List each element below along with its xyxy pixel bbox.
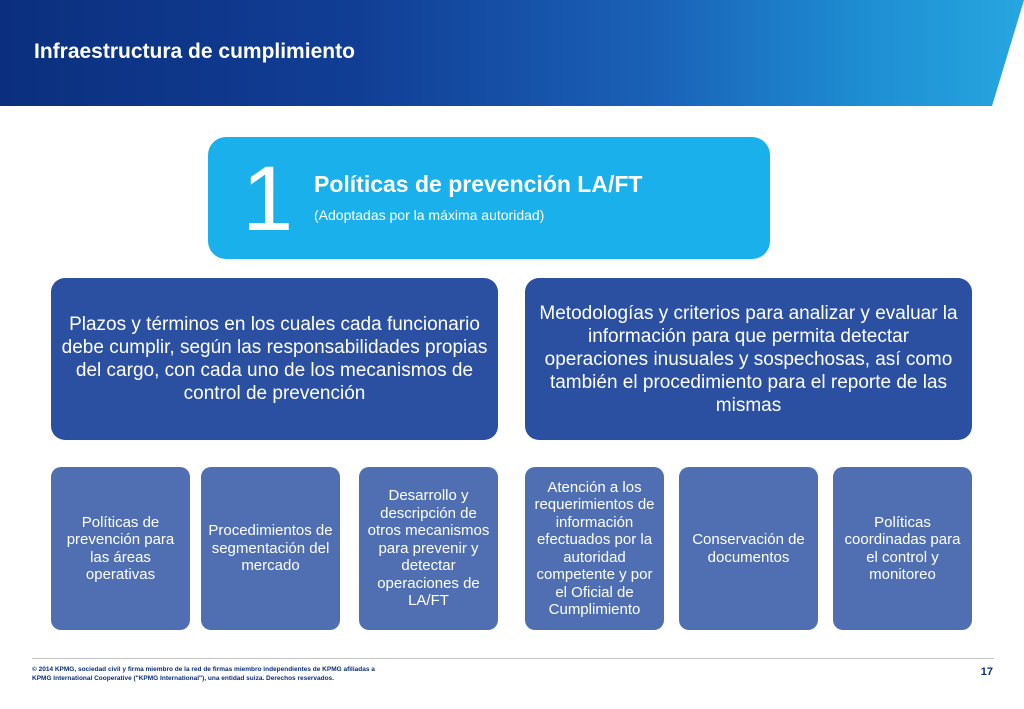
market-segmentation-text: Procedimientos de segmentación del mercado [208, 522, 333, 575]
methodologies-text: Metodologías y criterios para analizar y evaluar la información para que permita detectar operaciones inusuales y sospechosas, así como también el procedimiento para el reporte de las mismas [539, 302, 958, 416]
other-mechanisms-text: Desarrollo y descripción de otros mecanismos para prevenir y detectar operaciones de LA/FT [367, 487, 490, 610]
deadlines-text: Plazos y términos en los cuales cada funcionario debe cumplir, según las responsabilidades propias del cargo, con cada uno de los mecanismos de control de prevención [61, 314, 488, 404]
market-segmentation-box [201, 467, 340, 630]
operational-areas-box [51, 467, 190, 630]
copyright-notice [32, 665, 452, 683]
page-number: 17 [980, 666, 993, 678]
other-mechanisms-box [359, 467, 498, 630]
copyright-line-1: © 2014 KPMG, sociedad civil y firma miembro de la red de firmas miembro independientes de KPMG afiliadas a [32, 666, 375, 673]
page-title: Infraestructura de cumplimiento [34, 40, 355, 63]
methodologies-box [525, 278, 972, 440]
document-retention-text: Conservación de documentos [692, 531, 805, 566]
policy-box [208, 137, 770, 259]
footer-divider [32, 658, 994, 659]
monitoring-policies-box [833, 467, 972, 630]
deadlines-box [51, 278, 498, 440]
information-requests-box [525, 467, 664, 630]
policy-subheading: (Adoptadas por la máxima autoridad) [314, 207, 545, 223]
document-retention-box [679, 467, 818, 630]
information-requests-text: Atención a los requerimientos de información efectuados por la autoridad competente y por el Oficial de Cumplimiento [534, 478, 655, 618]
monitoring-policies-text: Políticas coordinadas para el control y monitoreo [844, 513, 961, 583]
policy-heading: Políticas de prevención LA/FT [314, 171, 643, 197]
operational-areas-text: Políticas de prevención para las áreas operativas [66, 513, 175, 583]
copyright-line-2: KPMG International Cooperative ("KPMG International"), una entidad suiza. Derechos reservados. [32, 675, 334, 682]
policy-number: 1 [242, 148, 294, 250]
